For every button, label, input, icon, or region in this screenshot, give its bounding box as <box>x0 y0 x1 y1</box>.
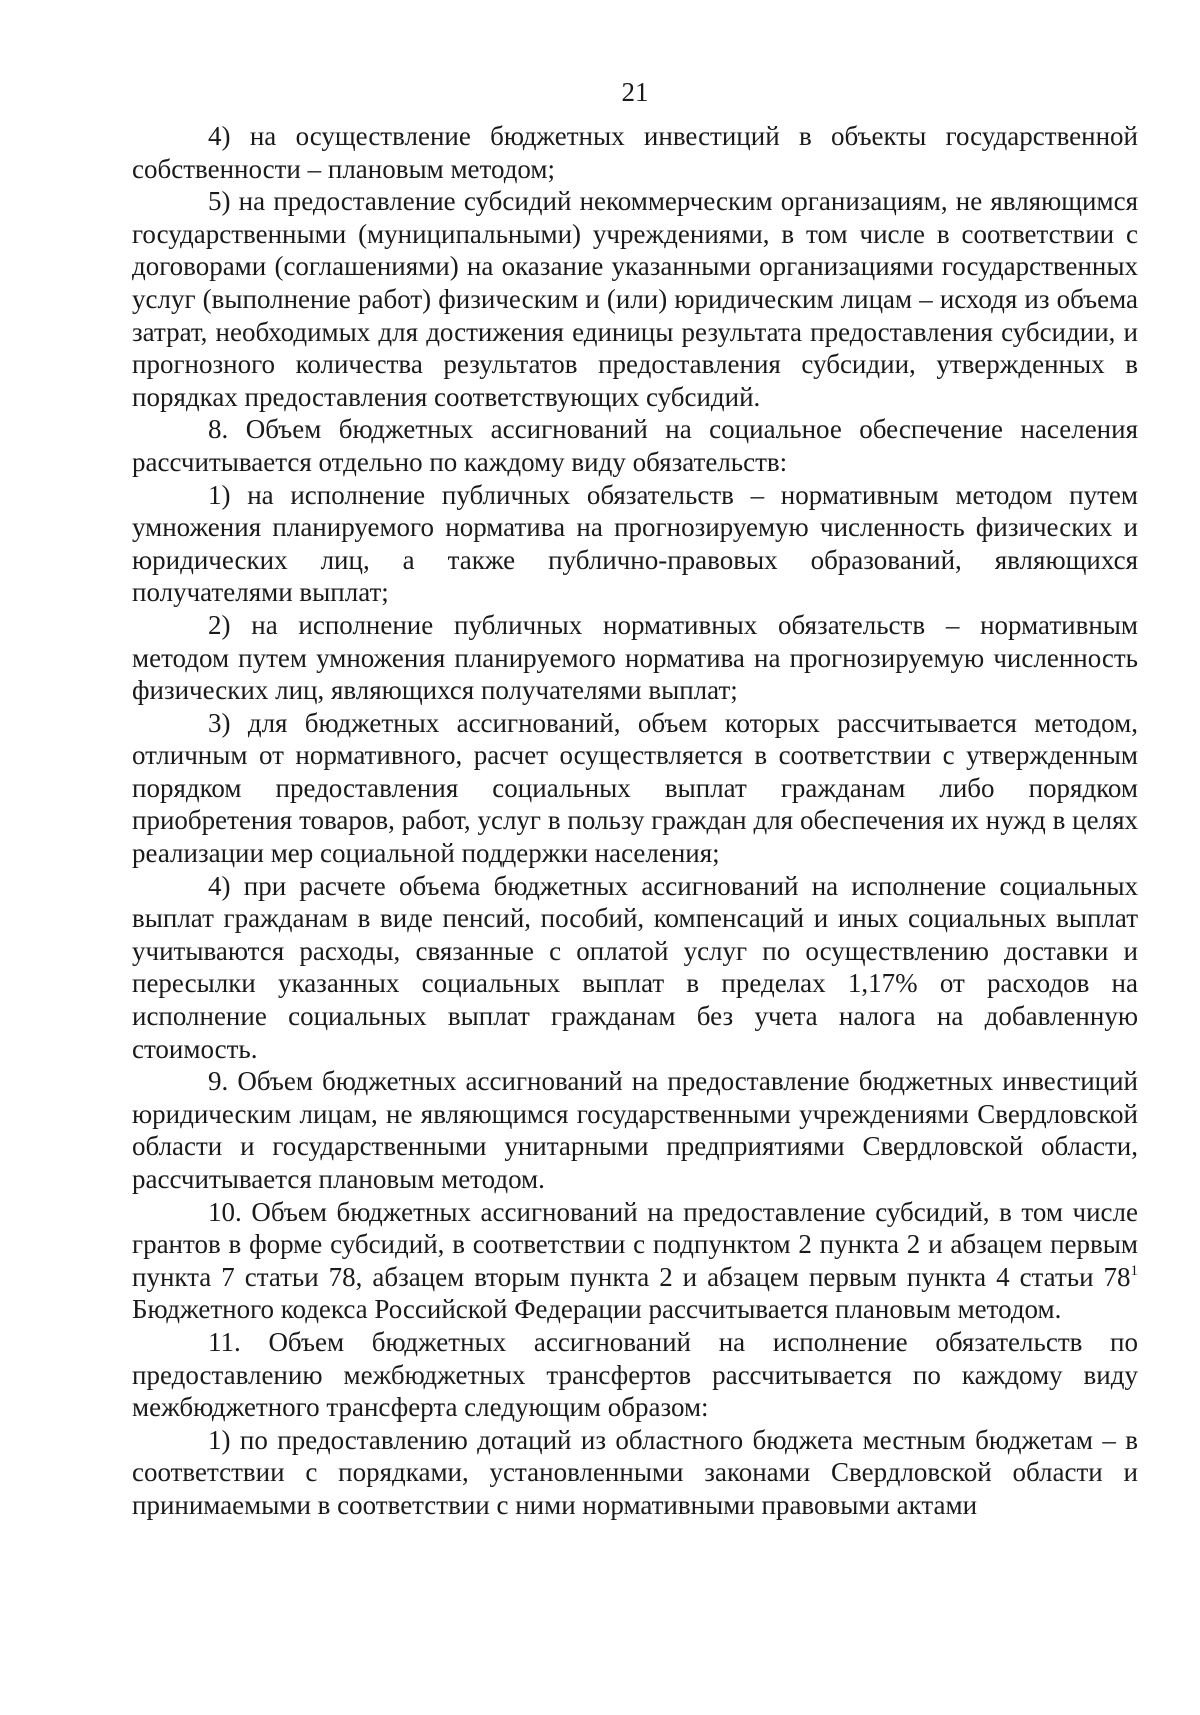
paragraph-section-10-text-end: Бюджетного кодекса Российской Федерации рассчитывается плановым методом. <box>132 1294 1062 1325</box>
paragraph-item-5-subsidies: 5) на предоставление субсидий некоммерческим организациям, не являющимся государственными (муниципальными) учреждениями, в том числе в соответствии с договорами (соглашениями) на оказание указанными организациями государственных услуг (выполнение работ) физическим и (или) юридическим лицам – исходя из объема затрат, необходимых для достижения единицы результата предоставления субсидии, и прогнозного количества результатов предоставления субсидии, утвержденных в порядках предоставления соответствующих субсидий. <box>132 186 1138 412</box>
paragraph-8-item-1: 1) на исполнение публичных обязательств – нормативным методом путем умножения планируемого норматива на прогнозируемую численность физических и юридических лиц, а также публично-правовых образований, являющихся получателями выплат; <box>132 479 1138 608</box>
paragraph-section-11: 11. Объем бюджетных ассигнований на исполнение обязательств по предоставлению межбюджетных трансфертов рассчитывается по каждому виду межбюджетного трансферта следующим образом: <box>132 1326 1138 1423</box>
paragraph-section-9: 9. Объем бюджетных ассигнований на предоставление бюджетных инвестиций юридическим лицам, не являющимся государственными учреждениями Свердловской области и государственными унитарными предприятиями Свердловской области, рассчитывается плановым методом. <box>132 1066 1138 1194</box>
paragraph-section-10 <box>132 1196 1138 1326</box>
paragraph-8-item-4: 4) при расчете объема бюджетных ассигнований на исполнение социальных выплат гражданам в виде пенсий, пособий, компенсаций и иных социальных выплат учитываются расходы, связанные с оплатой услуг по осуществлению доставки и пересылки указанных социальных выплат в пределах 1,17% от расходов на исполнение социальных выплат гражданам без учета налога на добавленную стоимость. <box>132 870 1138 1064</box>
paragraph-section-10-text: 10. Объем бюджетных ассигнований на предоставление субсидий, в том числе грантов в форме субсидий, в соответствии с подпунктом 2 пункта 2 и абзацем первым пункта 7 статьи 78, абзацем вторым пункта 2 и абзацем первым пункта 4 статьи 78 <box>132 1196 1138 1292</box>
paragraph-8-item-2: 2) на исполнение публичных нормативных обязательств – нормативным методом путем умножения планируемого норматива на прогнозируемую численность физических лиц, являющихся получателями выплат; <box>132 609 1138 706</box>
superscript-1: 1 <box>1130 1262 1138 1279</box>
paragraph-section-8: 8. Объем бюджетных ассигнований на социальное обеспечение населения рассчитывается отдельно по каждому виду обязательств: <box>132 414 1138 477</box>
page-number: 21 <box>621 77 649 107</box>
paragraph-11-item-1: 1) по предоставлению дотаций из областного бюджета местным бюджетам – в соответствии с порядками, установленными законами Свердловской области и принимаемыми в соответствии с ними нормативными правовыми актами <box>132 1424 1138 1520</box>
paragraph-item-4-investments: 4) на осуществление бюджетных инвестиций в объекты государственной собственности – плановым методом; <box>132 121 1138 184</box>
paragraph-8-item-3: 3) для бюджетных ассигнований, объем которых рассчитывается методом, отличным от нормативного, расчет осуществляется в соответствии с утвержденным порядком предоставления социальных выплат гражданам либо порядком приобретения товаров, работ, услуг в пользу граждан для обеспечения их нужд в целях реализации мер социальной поддержки населения; <box>132 707 1138 869</box>
document-page <box>132 72 1138 1522</box>
